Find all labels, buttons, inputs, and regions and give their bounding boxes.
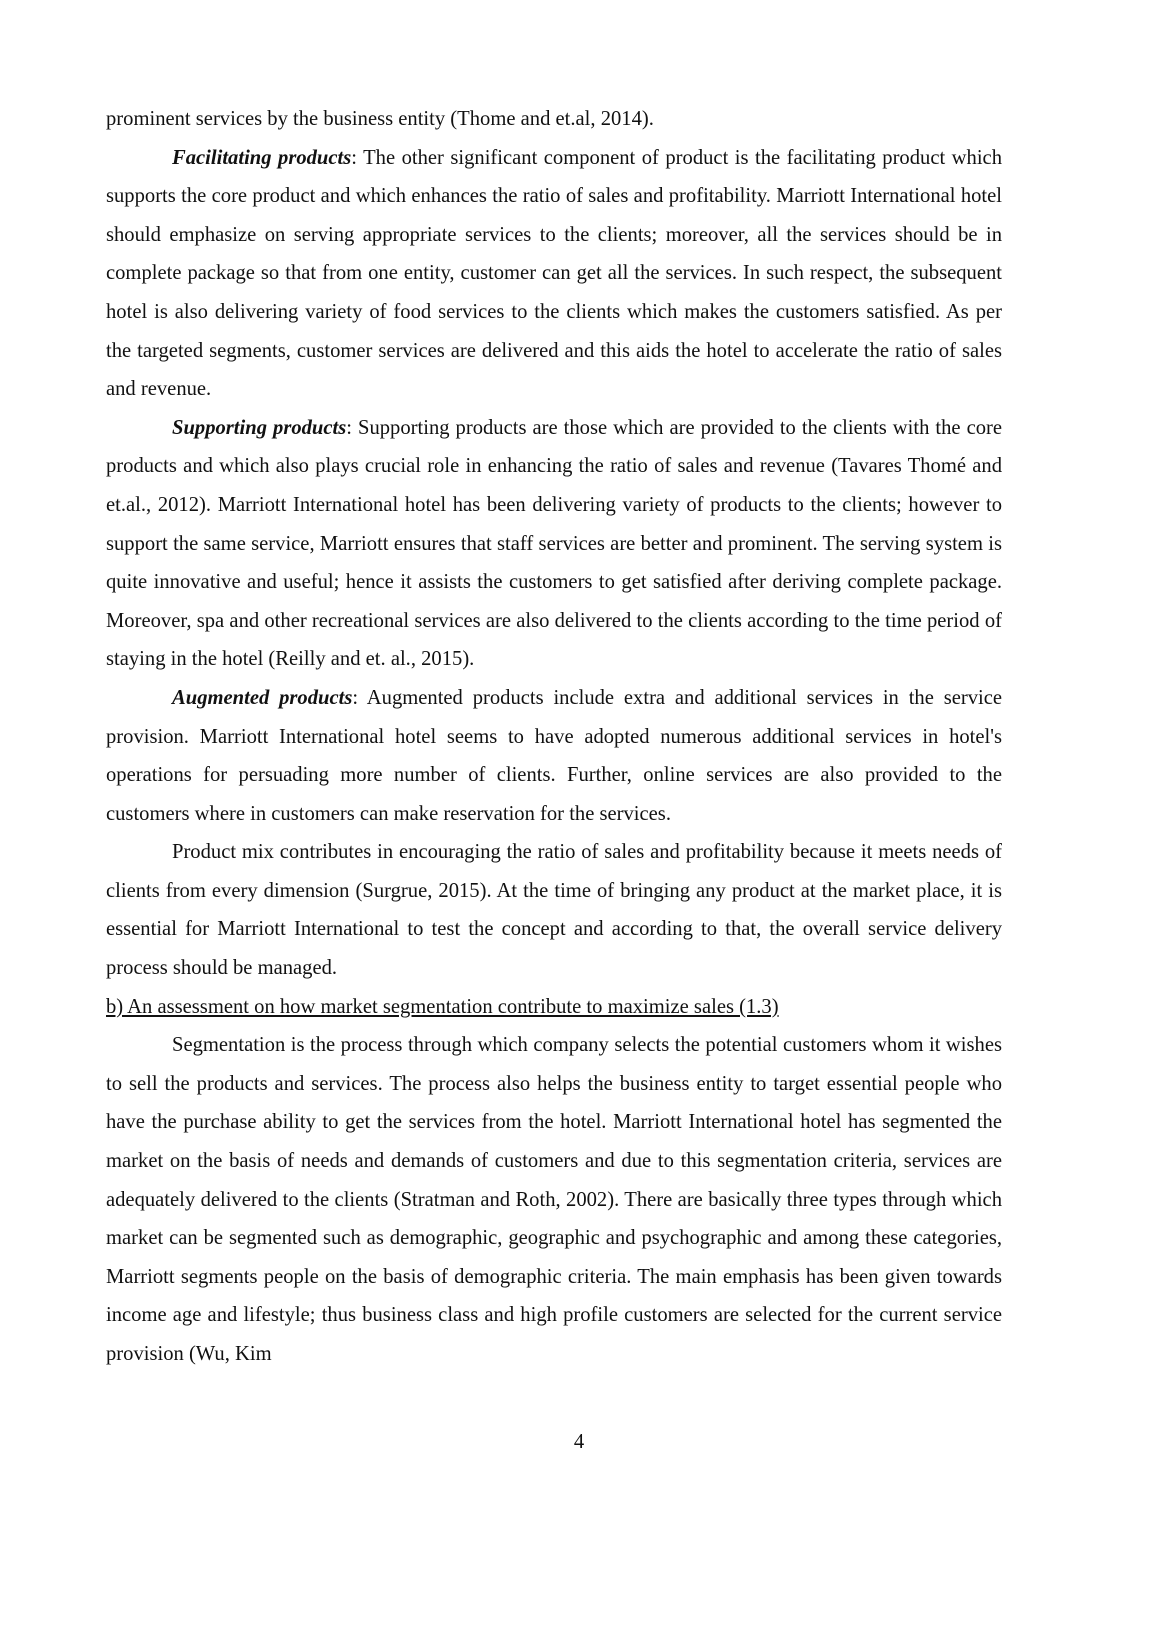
paragraph-augmented-products <box>106 679 1002 833</box>
lead-term: Augmented products <box>172 686 353 709</box>
paragraph-facilitating-products <box>106 139 1002 409</box>
paragraph-continuation: prominent services by the business entity (Thome and et.al, 2014). <box>106 108 654 130</box>
section-heading: b) An assessment on how market segmentation contribute to maximize sales (1.3) <box>106 995 779 1018</box>
lead-term: Supporting products <box>172 416 347 439</box>
paragraph-segmentation: Segmentation is the process through which company selects the potential customers whom it wishes to sell the products and services. The process also helps the business entity to target essential people who have the purchase ability to get the services from the hotel. Marriott International hotel has segmented the market on the basis of needs and demands of customers and due to this segmentation criteria, services are adequately delivered to the clients (Stratman and Roth, 2002). There are basically three types through which market can be segmented such as demographic, geographic and psychographic and among these categories, Marriott segments people on the basis of demographic criteria. The main emphasis has been given towards income age and lifestyle; thus business class and high profile customers are selected for the current service provision (Wu, Kim <box>106 1034 1002 1365</box>
document-body <box>106 100 1002 1374</box>
paragraph-text: : Supporting products are those which are provided to the clients with the core products and which also plays crucial role in enhancing the ratio of sales and revenue (Tavares Thomé and et.al., 2012). Marriott International hotel has been delivering variety of products to the clients; however to support the same service, Marriott ensures that staff services are better and prominent. The serving system is quite innovative and useful; hence it assists the customers to get satisfied after deriving complete package. Moreover, spa and other recreational services are also delivered to the clients according to the time period of staying in the hotel (Reilly and et. al., 2015). <box>106 416 1003 671</box>
paragraph-supporting-products <box>106 409 1002 679</box>
page-number: 4 <box>573 1431 585 1453</box>
lead-term: Facilitating products <box>172 146 352 169</box>
paragraph-text: : The other significant component of product is the facilitating product which supports the core product and which enhances the ratio of sales and profitability. Marriott International hotel should emphasize on serving appropriate services to the clients; moreover, all the services should be in complete package so that from one entity, customer can get all the services. In such respect, the subsequent hotel is also delivering variety of food services to the clients which makes the customers satisfied. As per the targeted segments, customer services are delivered and this aids the hotel to accelerate the ratio of sales and revenue. <box>106 146 1002 401</box>
paragraph-text: : Augmented products include extra and additional services in the service provision. Marriott International hotel seems to have adopted numerous additional services in hotel's operations for persuading more number of clients. Further, online services are also provided to the customers where in customers can make reservation for the services. <box>106 686 1003 825</box>
paragraph-product-mix: Product mix contributes in encouraging the ratio of sales and profitability because it meets needs of clients from every dimension (Surgrue, 2015). At the time of bringing any product at the market place, it is essential for Marriott International to test the concept and according to that, the overall service delivery process should be managed. <box>106 841 1002 980</box>
